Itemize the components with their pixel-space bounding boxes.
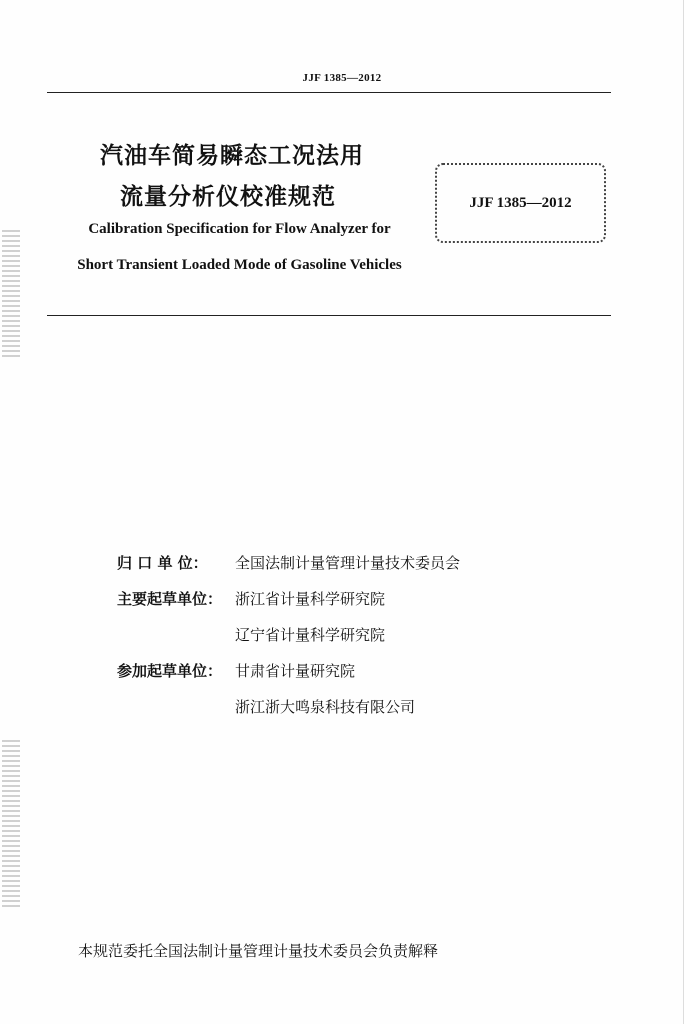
unit-row bbox=[117, 588, 577, 624]
unit-label: 参加起草单位： bbox=[117, 662, 223, 680]
unit-value: 甘肃省计量研究院 bbox=[235, 662, 356, 680]
title-english-line-1: Calibration Specification for Flow Analyzer for bbox=[88, 221, 391, 237]
header-rule bbox=[47, 92, 611, 93]
title-english-line-2: Short Transient Loaded Mode of Gasoline Vehicles bbox=[77, 257, 402, 273]
unit-value: 浙江浙大鸣泉科技有限公司 bbox=[235, 698, 416, 716]
title-chinese-line-2: 流量分析仪校准规范 bbox=[120, 184, 336, 210]
standard-code-box-text: JJF 1385—2012 bbox=[469, 194, 572, 211]
scan-artifact bbox=[2, 230, 20, 360]
unit-value: 辽宁省计量科学研究院 bbox=[235, 626, 386, 644]
unit-row bbox=[117, 696, 577, 732]
header-standard-code: JJF 1385—2012 bbox=[302, 72, 382, 84]
unit-row bbox=[117, 552, 577, 588]
unit-value: 浙江省计量科学研究院 bbox=[235, 590, 386, 608]
unit-value: 全国法制计量管理计量技术委员会 bbox=[235, 554, 461, 572]
unit-row bbox=[117, 660, 577, 696]
unit-label: 主要起草单位： bbox=[117, 590, 223, 608]
title-rule bbox=[47, 315, 611, 316]
scan-artifact bbox=[2, 740, 20, 910]
title-chinese-line-1: 汽油车简易瞬态工况法用 bbox=[100, 143, 364, 169]
drafting-units bbox=[117, 552, 577, 732]
unit-row bbox=[117, 624, 577, 660]
footer-interpretation-note: 本规范委托全国法制计量管理计量技术委员会负责解释 bbox=[78, 942, 439, 960]
unit-label: 归 口 单 位： bbox=[117, 554, 208, 572]
standard-code-box bbox=[435, 163, 606, 243]
